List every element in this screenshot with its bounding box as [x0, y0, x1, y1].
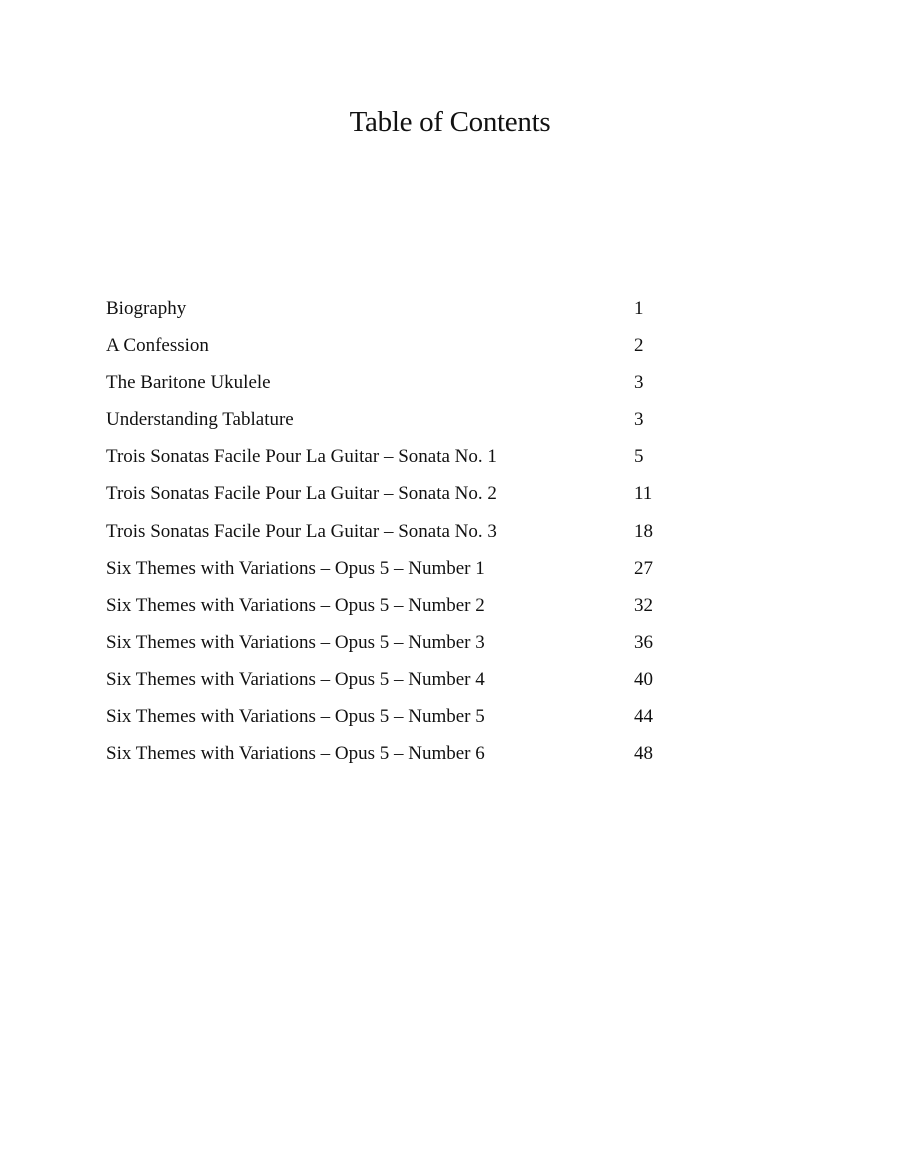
- toc-entry-page: 18: [634, 520, 653, 542]
- toc-entry-title: Biography: [106, 298, 187, 319]
- toc-entry-title: Six Themes with Variations – Opus 5 – Number 5: [106, 706, 485, 728]
- toc-entry-page: 27: [634, 557, 653, 579]
- toc-entry-title: Understanding Tablature: [106, 409, 294, 431]
- toc-entry-title: Six Themes with Variations – Opus 5 – Number 1: [106, 557, 485, 579]
- toc-entry: [106, 589, 666, 626]
- toc-entry: [106, 440, 666, 477]
- toc-entry-page: 36: [634, 631, 653, 653]
- toc-entry-title: Trois Sonatas Facile Pour La Guitar – Sonata No. 1: [106, 446, 497, 468]
- toc-entry-page: 48: [634, 743, 653, 765]
- table-of-contents: [106, 292, 666, 774]
- toc-entry: [106, 292, 666, 329]
- toc-entry: [106, 477, 666, 514]
- toc-entry-page: 11: [634, 483, 653, 505]
- toc-entry-title: The Baritone Ukulele: [106, 372, 271, 394]
- toc-entry-page: 5: [634, 446, 644, 468]
- toc-entry-title: Six Themes with Variations – Opus 5 – Number 2: [106, 594, 485, 616]
- toc-entry-title: Trois Sonatas Facile Pour La Guitar – Sonata No. 3: [106, 520, 497, 542]
- toc-entry-page: 3: [634, 372, 644, 394]
- toc-entry-page: 1: [634, 298, 644, 319]
- page-title: Table of Contents: [349, 106, 551, 138]
- toc-entry-page: 2: [634, 335, 644, 357]
- toc-entry-page: 40: [634, 668, 653, 690]
- toc-entry: [106, 329, 666, 366]
- toc-entry-page: 3: [634, 409, 644, 431]
- toc-entry: [106, 366, 666, 403]
- toc-entry: [106, 700, 666, 737]
- toc-entry-title: Trois Sonatas Facile Pour La Guitar – Sonata No. 2: [106, 483, 497, 505]
- toc-entry-title: Six Themes with Variations – Opus 5 – Number 3: [106, 631, 485, 653]
- toc-entry: [106, 737, 666, 774]
- toc-entry: [106, 626, 666, 663]
- toc-entry-title: Six Themes with Variations – Opus 5 – Number 6: [106, 743, 485, 765]
- toc-entry-title: A Confession: [106, 335, 209, 357]
- toc-entry: [106, 663, 666, 700]
- toc-entry-page: 44: [634, 706, 653, 728]
- toc-entry-page: 32: [634, 594, 653, 616]
- toc-entry: [106, 552, 666, 589]
- toc-entry-title: Six Themes with Variations – Opus 5 – Number 4: [106, 668, 485, 690]
- toc-entry: [106, 515, 666, 552]
- toc-entry: [106, 403, 666, 440]
